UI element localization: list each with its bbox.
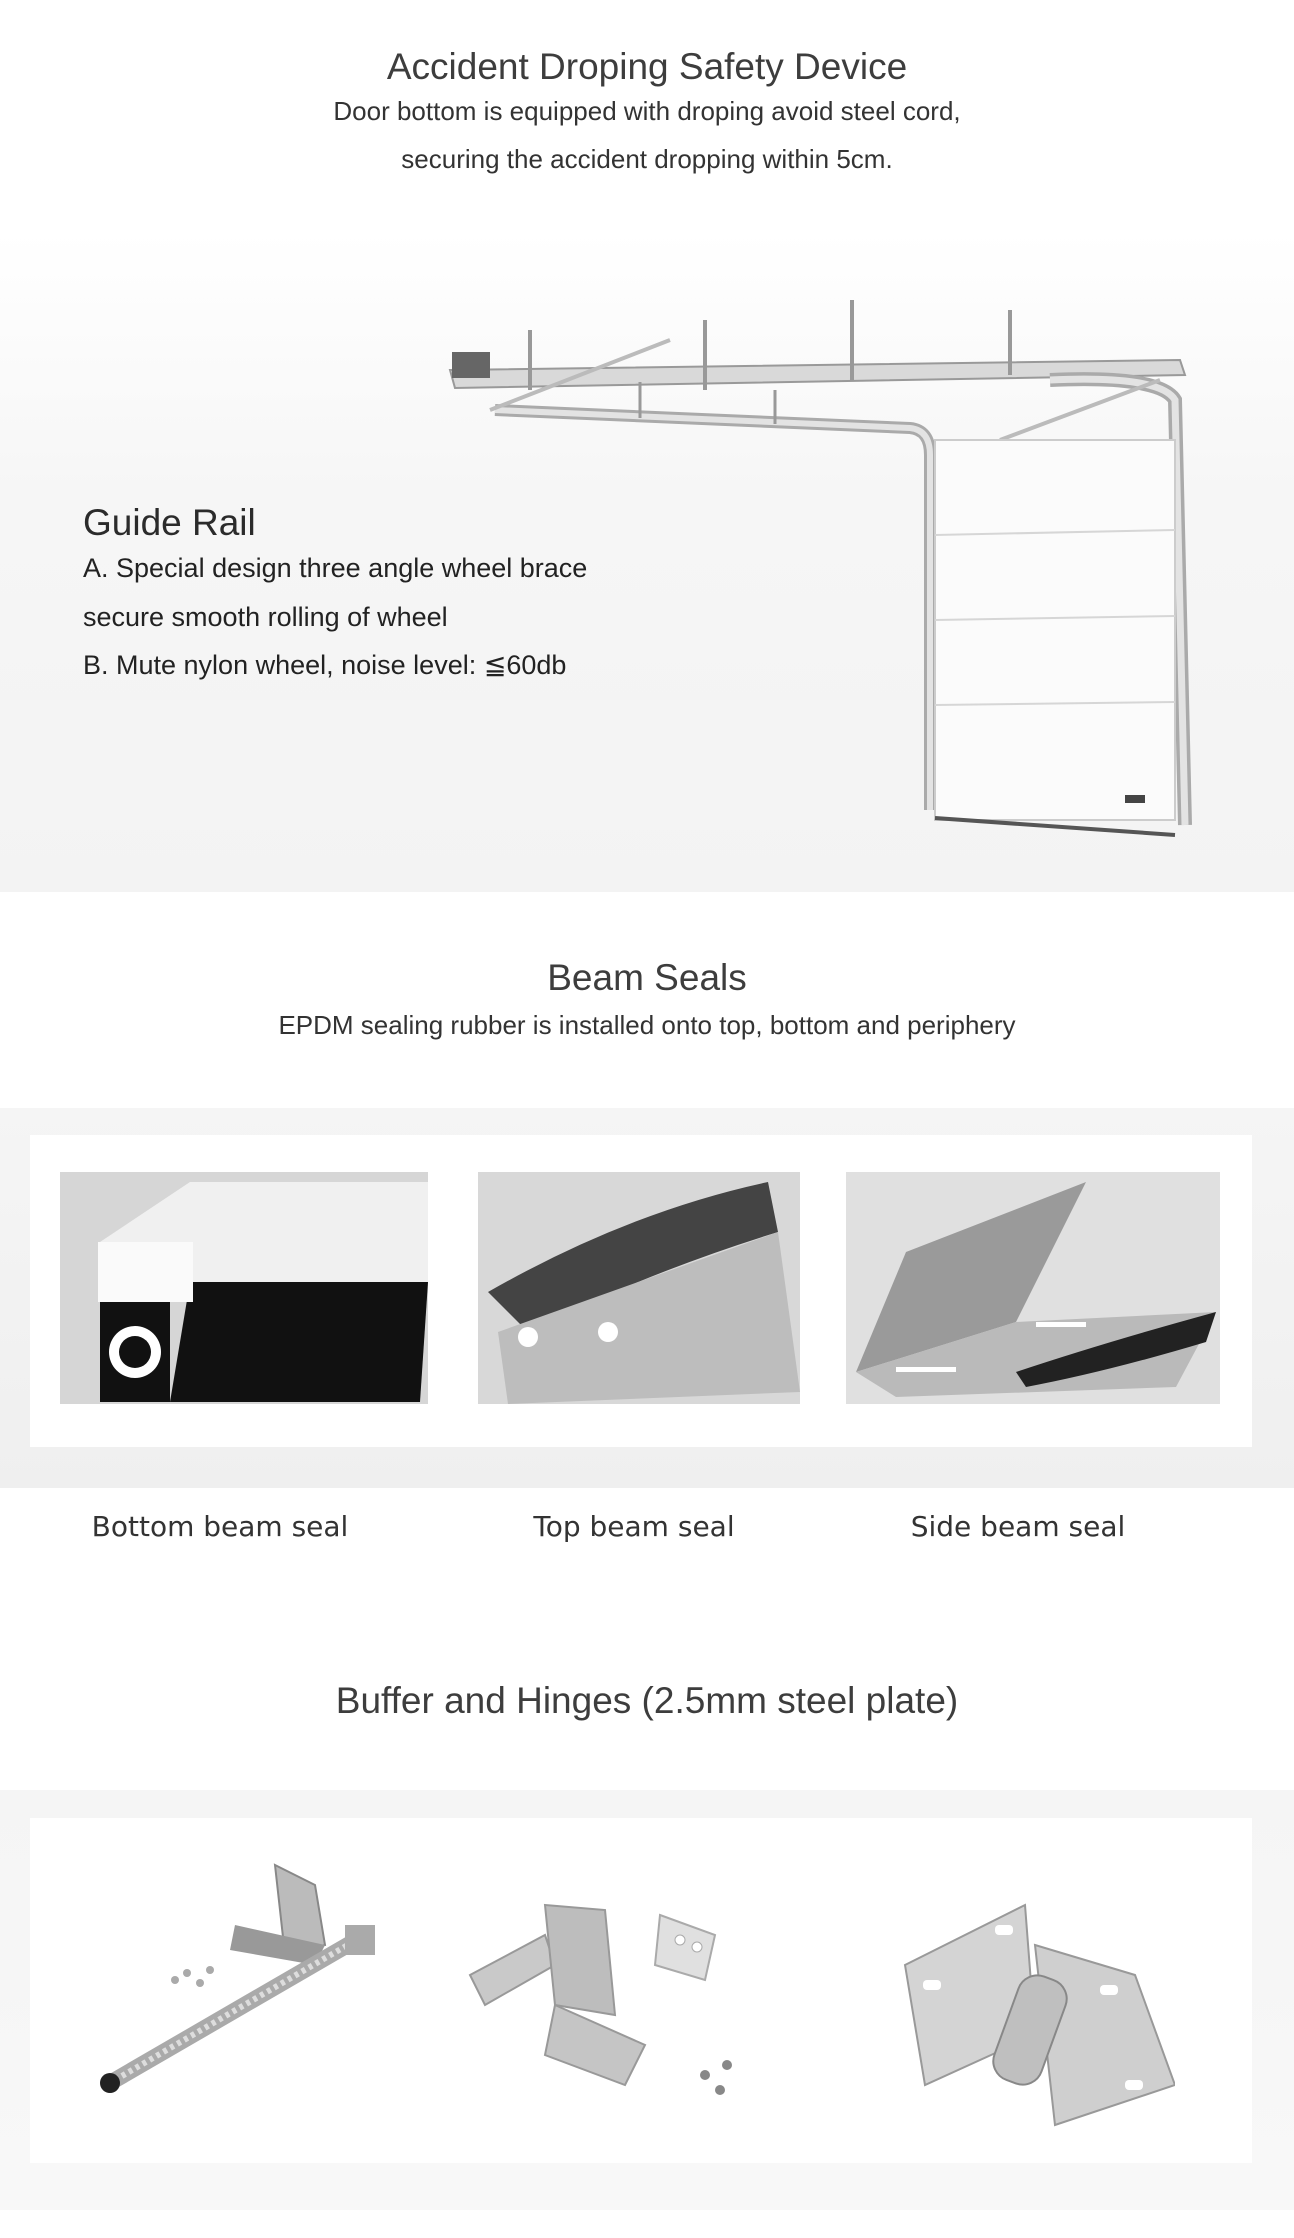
beam-seals-title: Beam Seals	[547, 957, 747, 998]
top-seal-icon	[478, 1172, 800, 1404]
guide-rail-line-b: B. Mute nylon wheel, noise level: ≦60db	[83, 650, 567, 680]
bottom-seal-icon	[60, 1172, 428, 1404]
safety-description-line-1: Door bottom is equipped with droping avoid steel cord,	[333, 96, 961, 126]
caption-top-beam-seal: Top beam seal	[533, 1510, 735, 1543]
side-seal-icon	[846, 1172, 1220, 1404]
bracket-hinge-icon	[465, 1895, 795, 2115]
hinge-icon	[885, 1885, 1175, 2135]
safety-description-line-2: securing the accident dropping within 5cm.	[401, 144, 893, 174]
safety-title: Accident Droping Safety Device	[386, 46, 908, 87]
buffer-spring-icon	[95, 1855, 405, 2095]
guide-rail-line-a-cont: secure smooth rolling of wheel	[83, 602, 448, 632]
caption-bottom-beam-seal: Bottom beam seal	[91, 1510, 349, 1543]
caption-side-beam-seal: Side beam seal	[910, 1510, 1126, 1543]
guide-rail-line-a: A. Special design three angle wheel brace	[83, 553, 588, 583]
hardware-title: Buffer and Hinges (2.5mm steel plate)	[335, 1680, 959, 1721]
beam-seals-subtitle: EPDM sealing rubber is installed onto top, bottom and periphery	[278, 1010, 1016, 1040]
guide-rail-title: Guide Rail	[83, 502, 256, 543]
